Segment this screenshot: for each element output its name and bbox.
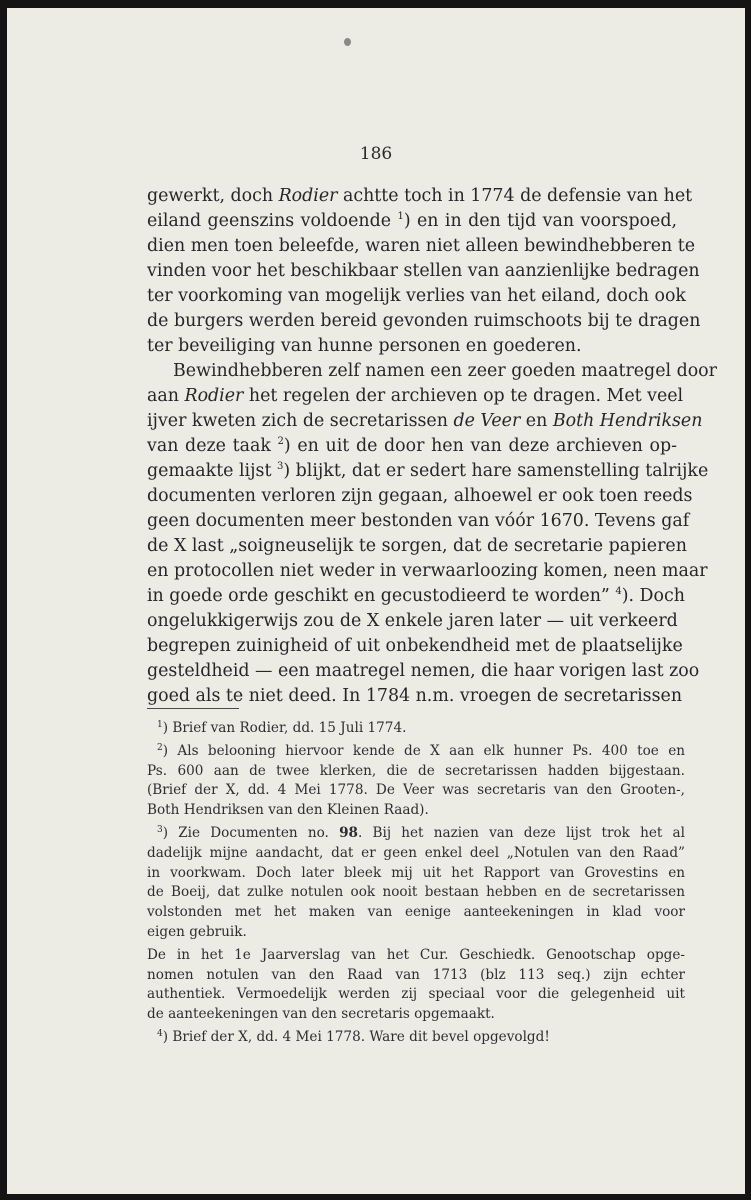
book-page <box>7 8 745 1194</box>
footnote-line: De in het 1e Jaarverslag van het Cur. Geschiedk. Genootschap opge- <box>147 946 685 963</box>
footnote-line: authentiek. Vermoedelijk werden zij speciaal voor die gelegenheid uit <box>147 986 685 1003</box>
body-line: gewerkt, doch Rodier achtte toch in 1774 de defensie van het <box>147 186 693 206</box>
footnote-line: eigen gebruik. <box>147 923 247 940</box>
body-line: documenten verloren zijn gegaan, alhoewel er ook toen reeds <box>147 486 693 506</box>
body-line: ter voorkoming van mogelijk verlies van het eiland, doch ook <box>147 286 686 306</box>
body-line: gemaakte lijst $^3$) blijkt, dat er sedert hare samenstelling talrijke <box>147 461 709 481</box>
footnote-rule <box>147 708 239 709</box>
page-number: 186 <box>359 144 393 164</box>
footnote-line: de Boeij, dat zulke notulen ook nooit bestaan hebben en de secretarissen <box>147 884 685 901</box>
footnote-line: dadelijk mijne aandacht, dat er geen enkel deel „Notulen van den Raad” <box>147 844 685 861</box>
footnote-line: nomen notulen van den Raad van 1713 (blz 113 seq.) zijn echter <box>147 966 685 983</box>
footnote-line: (Brief der X, dd. 4 Mei 1778. De Veer was secretaris van den Grooten-, <box>147 782 685 799</box>
footnote-line: in voorkwam. Doch later bleek mij uit het Rapport van Grovestins en <box>147 864 685 881</box>
body-line: ijver kweten zich de secretarissen de Veer en Both Hendriksen <box>147 411 703 431</box>
body-line: de burgers werden bereid gevonden ruimschoots bij te dragen <box>147 311 701 331</box>
footnote-line: Both Hendriksen van den Kleinen Raad). <box>147 802 429 819</box>
body-line: ter beveiliging van hunne personen en goederen. <box>147 336 582 356</box>
body-line: de X last „soigneuselijk te sorgen, dat de secretarie papieren <box>147 536 687 556</box>
body-line: geen documenten meer bestonden van vóór 1670. Tevens gaf <box>147 511 690 531</box>
body-line: dien men toen beleefde, waren niet alleen bewindhebberen te <box>147 236 696 256</box>
footnote-line: $^4$) Brief der X, dd. 4 Mei 1778. Ware dit bevel opgevolgd! <box>157 1028 550 1045</box>
footnote-line: $^2$) Als belooning hiervoor kende de X aan elk hunner Ps. 400 toe en <box>157 742 685 759</box>
body-line: ongelukkigerwijs zou de X enkele jaren later — uit verkeerd <box>147 611 678 631</box>
footnote-line: de aanteekeningen van den secretaris opgemaakt. <box>147 1006 495 1023</box>
body-line: begrepen zuinigheid of uit onbekendheid met de plaatselijke <box>147 636 683 656</box>
body-line: van deze taak $^2$) en uit de door hen van deze archieven op- <box>147 436 677 456</box>
body-line: vinden voor het beschikbaar stellen van aanzienlijke bedragen <box>147 261 700 281</box>
footnote-line: Ps. 600 aan de twee klerken, die de secretarissen hadden bijgestaan. <box>147 762 685 779</box>
body-line: eiland geenszins voldoende $^1$) en in den tijd van voorspoed, <box>147 211 678 231</box>
footnote-line: $^3$) Zie Documenten no. 98. Bij het nazien van deze lijst trok het al <box>157 824 685 841</box>
body-text <box>147 184 717 709</box>
ink-speck <box>344 38 351 46</box>
body-line: aan Rodier het regelen der archieven op te dragen. Met veel <box>147 386 684 406</box>
body-line: en protocollen niet weder in verwaarloozing komen, neen maar <box>147 561 708 581</box>
footnotes <box>147 719 685 1048</box>
body-line: goed als te niet deed. In 1784 n.m. vroegen de secretarissen <box>147 686 683 706</box>
body-line: gesteldheid — een maatregel nemen, die haar vorigen last zoo <box>147 661 700 681</box>
footnote-line: volstonden met het maken van eenige aanteekeningen in klad voor <box>147 904 685 921</box>
body-line: Bewindhebberen zelf namen een zeer goeden maatregel door <box>173 361 717 381</box>
body-line: in goede orde geschikt en gecustodieerd te worden” $^4$). Doch <box>147 586 685 606</box>
footnote-line: $^1$) Brief van Rodier, dd. 15 Juli 1774. <box>157 720 407 736</box>
